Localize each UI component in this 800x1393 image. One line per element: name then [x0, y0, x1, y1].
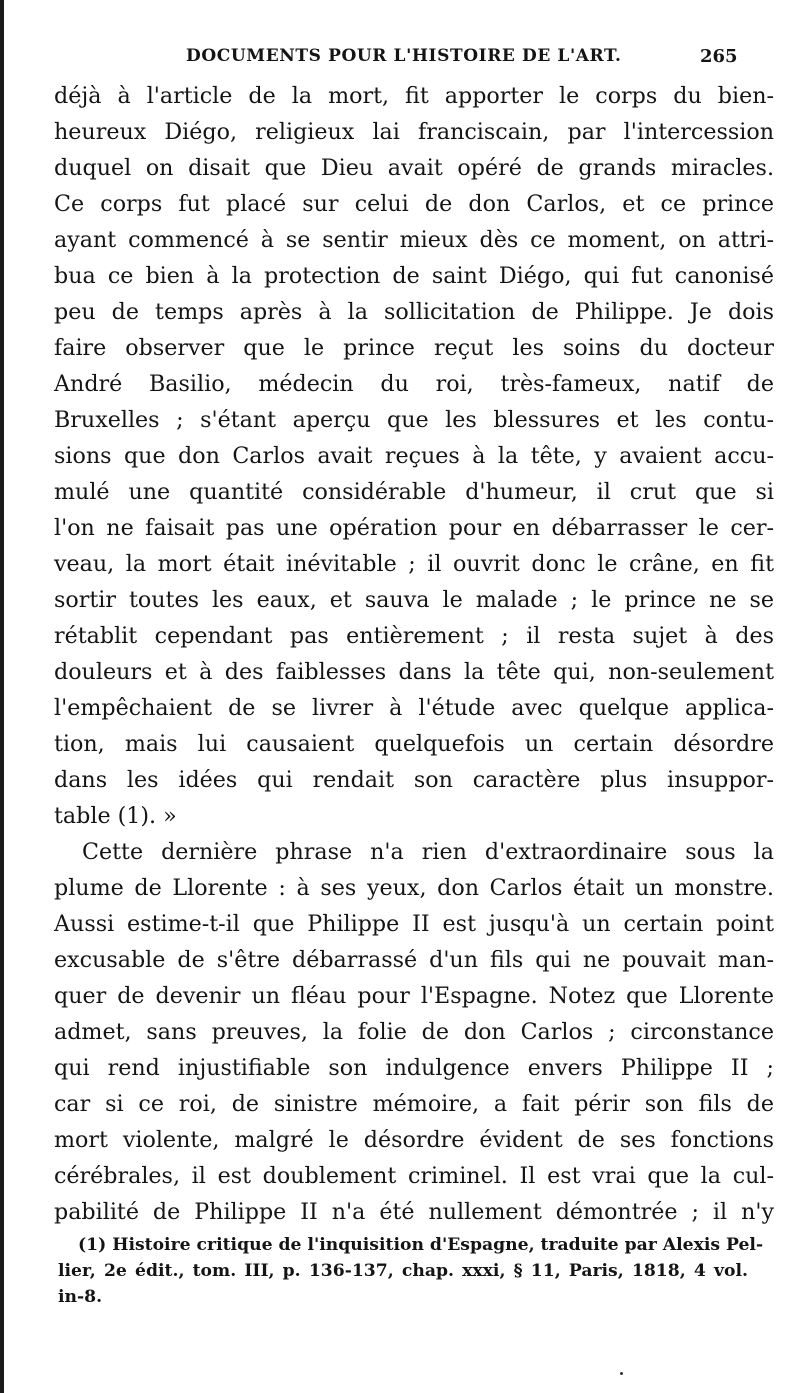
footnotes [58, 1232, 764, 1310]
text-line: veau, la mort était inévitable ; il ouvrit donc le crâne, en fit [54, 551, 774, 577]
text-line: Bruxelles ; s'étant aperçu que les blessures et les contu- [54, 407, 774, 433]
text-line: car si ce roi, de sinistre mémoire, a fait périr son fils de [54, 1091, 774, 1117]
text-line: cérébrales, il est doublement criminel. Il est vrai que la cul- [54, 1163, 774, 1189]
text-line: excusable de s'être débarrassé d'un fils qui ne pouvait man- [54, 947, 774, 973]
text-line: mulé une quantité considérable d'humeur, il crut que si [54, 479, 774, 505]
running-header [0, 40, 800, 74]
text-line: qui rend injustifiable son indulgence envers Philippe II ; [54, 1055, 774, 1081]
text-line: duquel on disait que Dieu avait opéré de grands miracles. [54, 155, 774, 181]
text-line: rétablit cependant pas entièrement ; il resta sujet à des [54, 623, 774, 649]
text-line: dans les idées qui rendait son caractère plus insuppor- [54, 767, 774, 793]
text-line: ayant commencé à se sentir mieux dès ce moment, on attri- [54, 227, 774, 253]
text-line: douleurs et à des faiblesses dans la tête qui, non-seulement [54, 659, 774, 685]
text-line: heureux Diégo, religieux lai franciscain, par l'intercession [54, 119, 774, 145]
text-line: faire observer que le prince reçut les soins du docteur [54, 335, 774, 361]
footnote-line: (1) Histoire critique de l'inquisition d'Espagne, traduite par Alexis Pel- [78, 1235, 764, 1255]
text-line: mort violente, malgré le désordre évident de ses fonctions [54, 1127, 774, 1153]
text-line: table (1). » [54, 803, 177, 829]
footnote-line: in-8. [58, 1287, 103, 1307]
text-line: bua ce bien à la protection de saint Diégo, qui fut canonisé [54, 263, 774, 289]
text-line: déjà à l'article de la mort, fit apporter le corps du bien- [54, 83, 774, 109]
text-line: sortir toutes les eaux, et sauva le malade ; le prince ne se [54, 587, 774, 613]
text-line: André Basilio, médecin du roi, très-fameux, natif de [54, 371, 774, 397]
text-line: l'empêchaient de se livrer à l'étude avec quelque applica- [54, 695, 774, 721]
footnote-line: lier, 2e édit., tom. III, p. 136-137, chap. xxxi, § 11, Paris, 1818, 4 vol. [58, 1261, 748, 1281]
body-text [54, 78, 774, 1230]
paragraph-start-line: Cette dernière phrase n'a rien d'extraordinaire sous la [82, 839, 774, 865]
text-line: quer de devenir un fléau pour l'Espagne. Notez que Llorente [54, 983, 774, 1009]
page-edge-shadow [0, 0, 4, 1393]
paper-speck [620, 1372, 623, 1375]
text-line: pabilité de Philippe II n'a été nullement démontrée ; il n'y [54, 1199, 774, 1225]
text-line: peu de temps après à la sollicitation de Philippe. Je dois [54, 299, 774, 325]
text-line: Ce corps fut placé sur celui de don Carlos, et ce prince [54, 191, 774, 217]
text-line: tion, mais lui causaient quelquefois un certain désordre [54, 731, 774, 757]
running-title: DOCUMENTS POUR L'HISTOIRE DE L'ART. [186, 46, 622, 66]
text-line: Aussi estime-t-il que Philippe II est jusqu'à un certain point [54, 911, 774, 937]
page-number: 265 [700, 46, 738, 67]
text-line: sions que don Carlos avait reçues à la tête, y avaient accu- [54, 443, 774, 469]
text-line: admet, sans preuves, la folie de don Carlos ; circonstance [54, 1019, 774, 1045]
text-line: plume de Llorente : à ses yeux, don Carlos était un monstre. [54, 875, 774, 901]
text-line: l'on ne faisait pas une opération pour en débarrasser le cer- [54, 515, 774, 541]
